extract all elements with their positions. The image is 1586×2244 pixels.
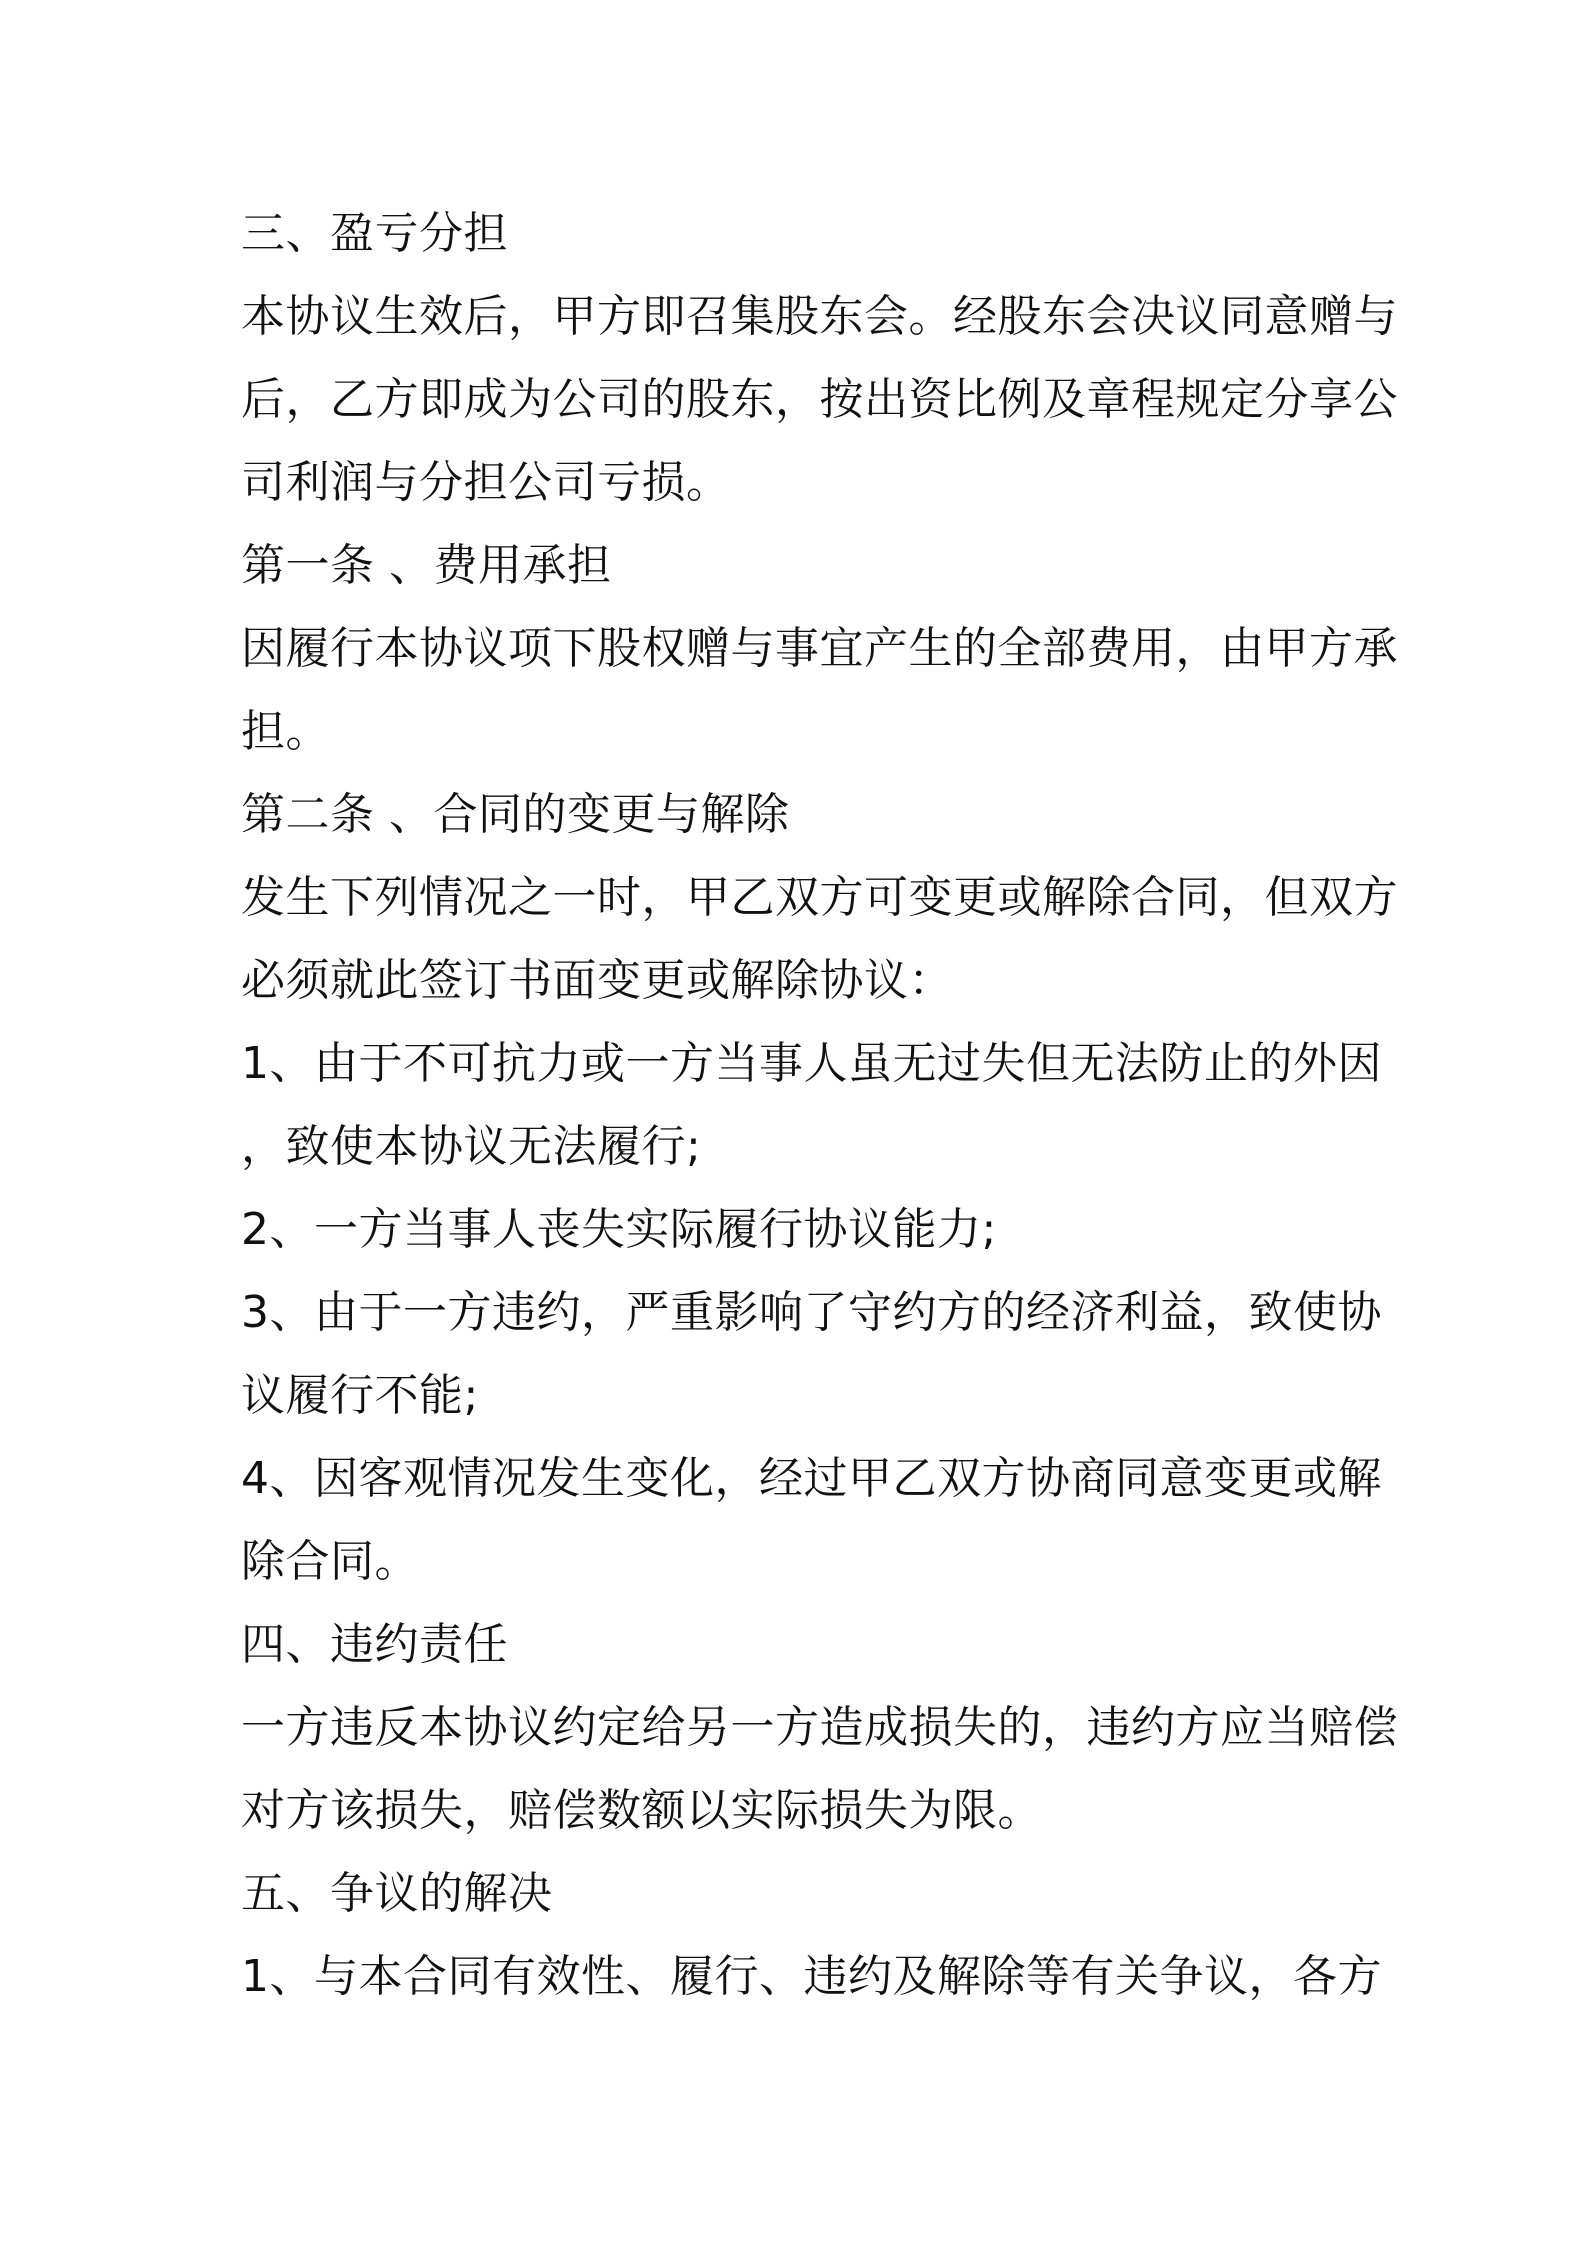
list-item-line: 2、一方当事人丧失实际履行协议能力; [241, 1204, 997, 1255]
paragraph-line: 因履行本协议项下股权赠与事宜产生的全部费用，由甲方承 [241, 623, 1398, 674]
list-item-line: 议履行不能; [241, 1370, 479, 1421]
article-heading-contract-change: 第二条 、合同的变更与解除 [241, 789, 790, 840]
paragraph-line: 必须就此签订书面变更或解除协议： [241, 955, 953, 1006]
list-item-line: 3、由于一方违约，严重影响了守约方的经济利益，致使协 [241, 1287, 1382, 1338]
paragraph-line: 后，乙方即成为公司的股东，按出资比例及章程规定分享公 [241, 374, 1398, 425]
list-item-line: 1、与本合同有效性、履行、违约及解除等有关争议，各方 [241, 1951, 1382, 2002]
list-item-line: 除合同。 [241, 1536, 419, 1587]
list-item-line: ，致使本协议无法履行; [241, 1121, 702, 1172]
list-item-line: 1、由于不可抗力或一方当事人虽无过失但无法防止的外因 [241, 1038, 1382, 1089]
section-heading-breach: 四、违约责任 [241, 1619, 508, 1670]
paragraph-line: 一方违反本协议约定给另一方造成损失的，违约方应当赔偿 [241, 1702, 1398, 1753]
paragraph-line: 本协议生效后，甲方即召集股东会。经股东会决议同意赠与 [241, 291, 1398, 342]
section-heading-profit-loss: 三、盈亏分担 [241, 208, 508, 259]
section-heading-dispute: 五、争议的解决 [241, 1868, 553, 1919]
paragraph-line: 担。 [241, 706, 330, 757]
document-body [241, 192, 1398, 2018]
paragraph-line: 对方该损失，赔偿数额以实际损失为限。 [241, 1785, 1042, 1836]
article-heading-expenses: 第一条 、费用承担 [241, 540, 612, 591]
paragraph-line: 发生下列情况之一时，甲乙双方可变更或解除合同，但双方 [241, 872, 1398, 923]
list-item-line: 4、因客观情况发生变化，经过甲乙双方协商同意变更或解 [241, 1453, 1382, 1504]
paragraph-line: 司利润与分担公司亏损。 [241, 457, 731, 508]
